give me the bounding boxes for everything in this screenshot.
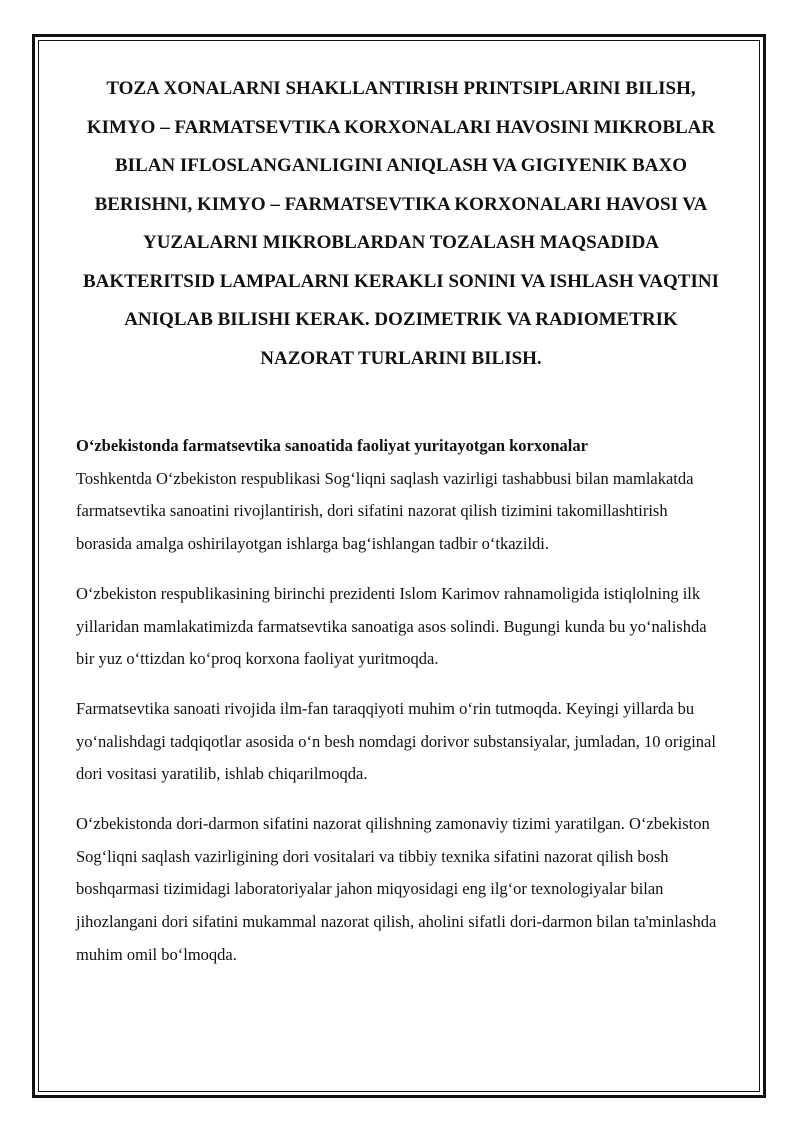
section-farmatsevtika-korxonalar xyxy=(76,430,726,972)
document-title: TOZA XONALARNI SHAKLLANTIRISH PRINTSIPLARINI BILISH, KIMYO – FARMATSEVTIKA KORXONALARI HAVOSINI MIKROBLAR BILAN IFLOSLANGANLIGINI ANIQLASH VA GIGIYENIK BAXO BERISHNI, KIMYO – FARMATSEVTIKA KORXONALARI HAVOSI VA YUZALARNI MIKROBLARDAN TOZALASH MAQSADIDA BAKTERITSID LAMPALARNI KERAKLI SONINI VA ISHLASH VAQTINI ANIQLAB BILISHI KERAK. DOZIMETRIK VA RADIOMETRIK NAZORAT TURLARINI BILISH. xyxy=(83,78,719,369)
paragraph-1: Toshkentda O‘zbekiston respublikasi Sog‘liqni saqlash vazirligi tashabbusi bilan mamlakatda farmatsevtika sanoatini rivojlantirish, dori sifatini nazorat qilish tizimini takomillashtirish borasida amalga oshirilayotgan ishlarga bag‘ishlangan tadbir o‘tkazildi. xyxy=(76,468,694,554)
paragraph-4: O‘zbekistonda dori-darmon sifatini nazorat qilishning zamonaviy tizimi yaratilgan. O‘zbekiston Sog‘liqni saqlash vazirligining dori vositalari va tibbiy texnika sifatini nazorat qilish bosh boshqarmasi tizimidagi laboratoriyalar jahon miqyosidagi eng ilg‘or texnologiyalar bilan jihozlangani dori sifatini mukammal nazorat qilish, aholini sifatli dori-darmon bilan ta'minlashda muhim omil bo‘lmoqda. xyxy=(76,814,717,964)
paragraph-3: Farmatsevtika sanoati rivojida ilm-fan taraqqiyoti muhim o‘rin tutmoqda. Keyingi yillarda bu yo‘nalishdagi tadqiqotlar asosida o‘n besh nomdagi dorivor substansiyalar, jumladan, 10 original dori vositasi yaratilib, ishlab chiqarilmoqda. xyxy=(76,698,716,784)
paragraph-2: O‘zbekiston respublikasining birinchi prezidenti Islom Karimov rahnamoligida istiqlolning ilk yillaridan mamlakatimizda farmatsevtika sanoatiga asos solindi. Bugungi kunda bu yo‘nalishda bir yuz o‘ttizdan ko‘proq korxona faoliyat yuritmoqda. xyxy=(76,583,707,669)
document-body xyxy=(76,70,726,972)
section-heading: O‘zbekistonda farmatsevtika sanoatida faoliyat yuritayotgan korxonalar xyxy=(76,436,588,455)
